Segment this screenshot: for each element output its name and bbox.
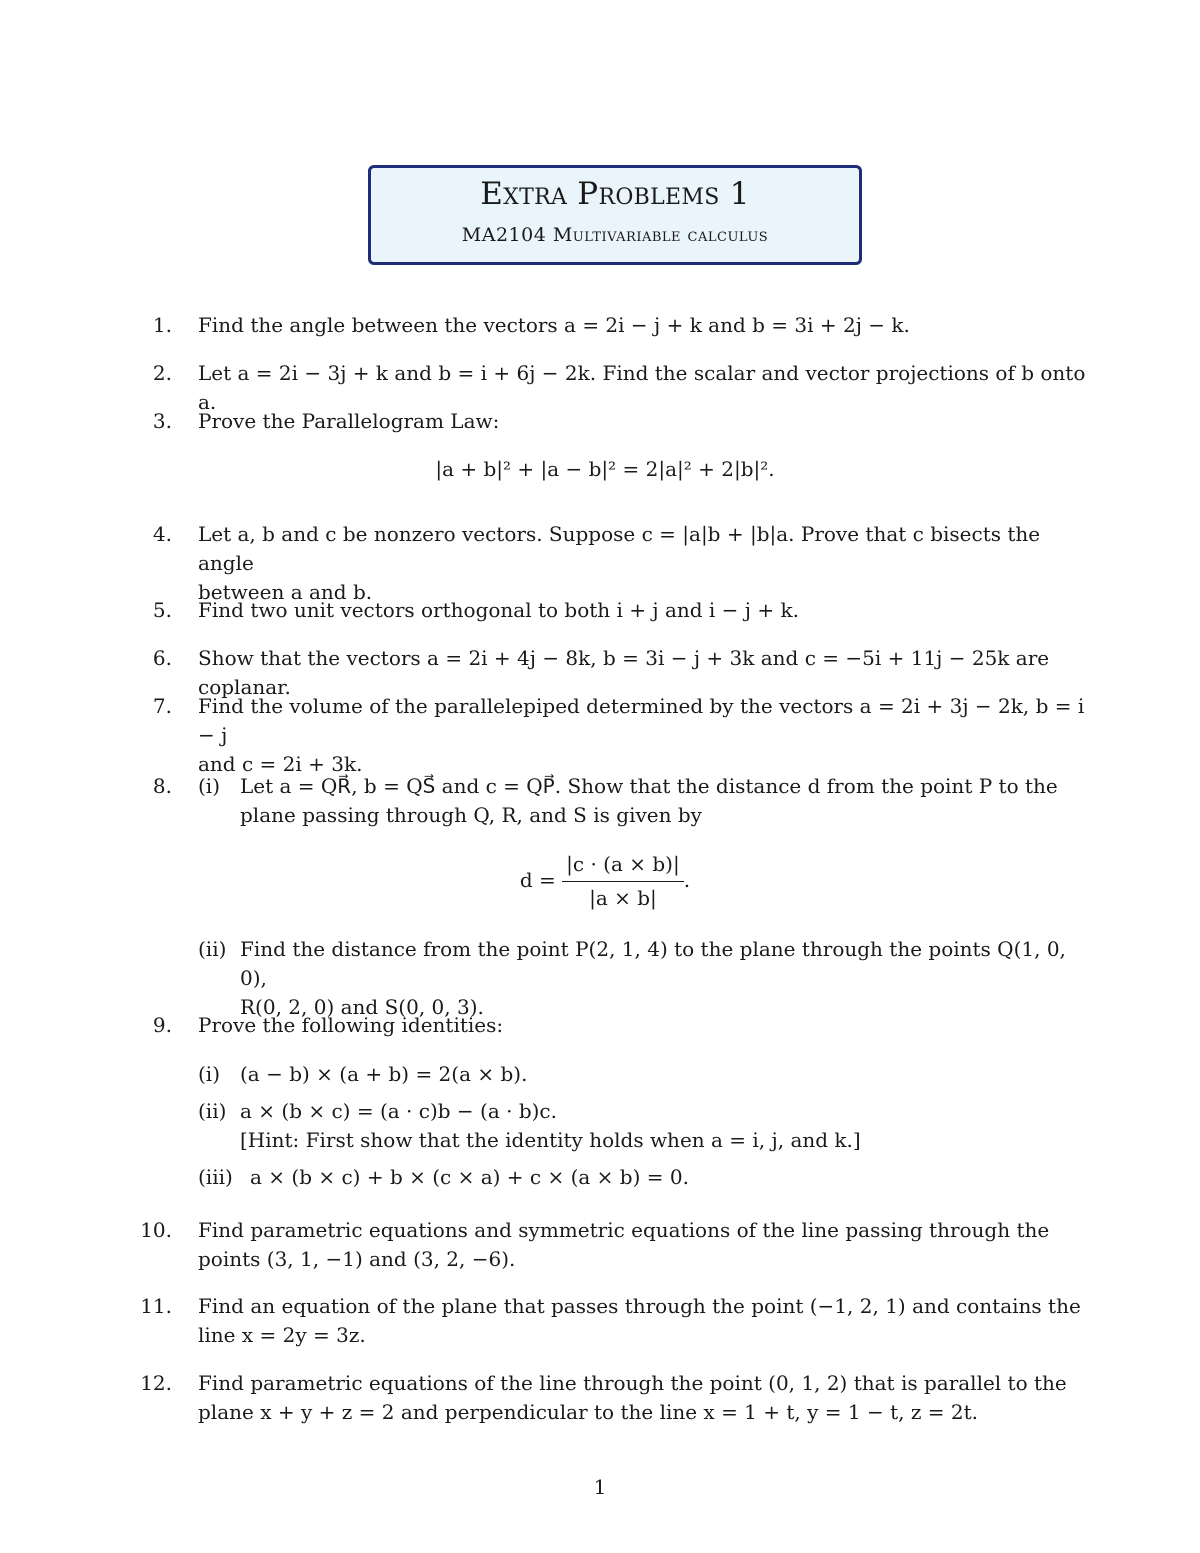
problem-10	[120, 1216, 1090, 1274]
problem-number: 9.	[152, 1013, 172, 1037]
problem-number: 12.	[140, 1371, 172, 1395]
problem-text-line-1: Let a, b and c be nonzero vectors. Suppose c = |a|b + |b|a. Prove that c bisects the angle	[198, 522, 1041, 575]
subpart-text-line-2: plane passing through Q, R, and S is given by	[240, 803, 702, 827]
subpart-text-line-1: Let a = QR⃗, b = QS⃗ and c = QP⃗. Show that the distance d from the point P to the	[240, 774, 1058, 798]
problem-text: Find two unit vectors orthogonal to both i + j and i − j + k.	[198, 598, 799, 622]
problem-11	[120, 1292, 1090, 1350]
problem-12	[120, 1369, 1090, 1427]
subpart-label: (i)	[198, 1062, 221, 1086]
problem-3	[120, 407, 1090, 484]
problem-number: 6.	[152, 646, 172, 670]
problem-text-line-2: and c = 2i + 3k.	[198, 752, 363, 776]
problem-text: Show that the vectors a = 2i + 4j − 8k, b = 3i − j + 3k and c = −5i + 11j − 25k are coplanar.	[198, 646, 1050, 699]
subpart-label: (ii)	[198, 937, 227, 961]
problem-number: 8.	[152, 774, 172, 798]
subpart-hint: [Hint: First show that the identity holds when a = i, j, and k.]	[240, 1128, 861, 1152]
problem-1	[120, 311, 1090, 340]
problem-text: Let a = 2i − 3j + k and b = i + 6j − 2k. Find the scalar and vector projections of b onto a.	[198, 361, 1086, 414]
subpart-ii	[198, 935, 1090, 1019]
subpart-text: a × (b × c) + b × (c × a) + c × (a × b) = 0.	[250, 1165, 689, 1189]
problem-text-line-2: points (3, 1, −1) and (3, 2, −6).	[198, 1247, 516, 1271]
problem-number: 11.	[140, 1294, 172, 1318]
problem-text: Prove the following identities:	[198, 1013, 504, 1037]
subpart-label: (iii)	[198, 1165, 233, 1189]
subpart-label: (ii)	[198, 1099, 227, 1123]
problem-text-line-1: Find an equation of the plane that passes through the point (−1, 2, 1) and contains the	[198, 1294, 1081, 1318]
formula-fraction	[562, 850, 684, 913]
problem-text-line-2: plane x + y + z = 2 and perpendicular to the line x = 1 + t, y = 1 − t, z = 2t.	[198, 1400, 978, 1424]
problem-8	[120, 772, 1090, 1019]
subpart-text-line-2: R(0, 2, 0) and S(0, 0, 3).	[240, 995, 484, 1019]
formula-denominator: |a × b|	[589, 886, 657, 910]
page-title: Extra Problems 1	[480, 176, 750, 212]
problem-text: Prove the Parallelogram Law:	[198, 409, 500, 433]
problem-9	[120, 1011, 1090, 1192]
subpart-text: (a − b) × (a + b) = 2(a × b).	[240, 1062, 528, 1086]
parallelogram-law-formula: |a + b|² + |a − b|² = 2|a|² + 2|b|².	[435, 457, 775, 481]
subpart-label: (i)	[198, 774, 221, 798]
problem-number: 5.	[152, 598, 172, 622]
problem-number: 4.	[152, 522, 172, 546]
problem-number: 10.	[140, 1218, 172, 1242]
problem-text-line-1: Find parametric equations and symmetric equations of the line passing through the	[198, 1218, 1050, 1242]
problem-text-line-1: Find the volume of the parallelepiped determined by the vectors a = 2i + 3j − 2k, b = i − j	[198, 694, 1085, 747]
distance-formula	[120, 850, 1090, 913]
formula-lhs: d =	[519, 868, 556, 892]
problem-number: 2.	[152, 361, 172, 385]
subpart-i	[198, 772, 1090, 827]
problem-text: Find the angle between the vectors a = 2i − j + k and b = 3i + 2j − k.	[198, 313, 910, 337]
problem-number: 1.	[152, 313, 172, 337]
problem-4	[120, 520, 1090, 607]
problem-7	[120, 692, 1090, 779]
subpart-text: a × (b × c) = (a · c)b − (a · b)c.	[240, 1099, 557, 1123]
title-box	[368, 165, 862, 265]
subpart-text-line-1: Find the distance from the point P(2, 1, 4) to the plane through the points Q(1, 0, 0),	[240, 937, 1066, 990]
problem-text-line-1: Find parametric equations of the line through the point (0, 1, 2) that is parallel to the	[198, 1371, 1067, 1395]
problem-number: 3.	[152, 409, 172, 433]
course-subtitle: MA2104 Multivariable calculus	[461, 224, 769, 246]
subpart-iii	[198, 1163, 1090, 1192]
formula-period: .	[683, 868, 691, 892]
subpart-ii	[198, 1097, 1090, 1152]
subpart-i	[198, 1060, 1090, 1089]
problem-text-line-2: between a and b.	[198, 580, 373, 604]
problem-text-line-2: line x = 2y = 3z.	[198, 1323, 366, 1347]
formula-numerator: |c · (a × b)|	[562, 850, 684, 882]
problem-number: 7.	[152, 694, 172, 718]
problem-5	[120, 596, 1090, 625]
page-number: 1	[593, 1475, 607, 1499]
